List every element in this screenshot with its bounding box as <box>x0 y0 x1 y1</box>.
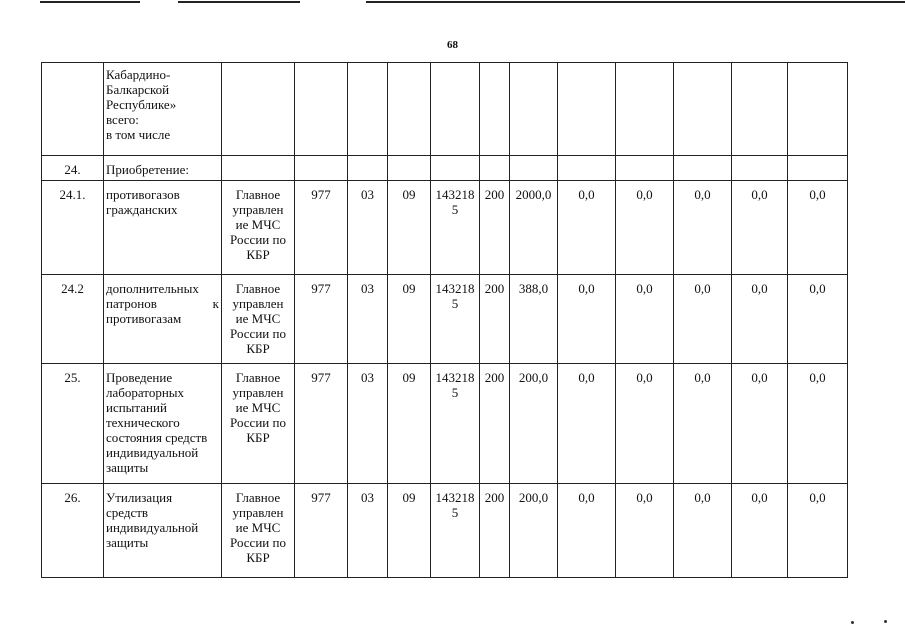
cell-num: 24.1. <box>42 181 104 275</box>
cell-pr: 09 <box>388 364 431 484</box>
scan-speck <box>851 621 854 624</box>
cell-v6: 0,0 <box>788 484 848 578</box>
cell-v3: 0,0 <box>616 181 674 275</box>
org-line: Главное управлен ие МЧС России по КБР <box>230 281 286 356</box>
cell-v4: 0,0 <box>674 484 732 578</box>
cell-grbs: 977 <box>295 484 348 578</box>
cell-v1: 200,0 <box>510 364 558 484</box>
cell-num: 24.2 <box>42 275 104 364</box>
cell-csr <box>431 364 480 484</box>
cell-vr <box>480 63 510 156</box>
cell-v5: 0,0 <box>732 364 788 484</box>
cell-csr <box>431 181 480 275</box>
cell-v1: 388,0 <box>510 275 558 364</box>
cell-name: Приобретение: <box>104 156 222 181</box>
cell-name <box>104 484 222 578</box>
table-row <box>42 63 848 156</box>
cell-num <box>42 63 104 156</box>
budget-table <box>41 62 848 578</box>
cell-vr: 200 <box>480 484 510 578</box>
cell-grbs <box>295 156 348 181</box>
cell-v3: 0,0 <box>616 275 674 364</box>
cell-v5: 0,0 <box>732 275 788 364</box>
cell-org <box>222 484 295 578</box>
cell-v5 <box>732 63 788 156</box>
cell-grbs: 977 <box>295 275 348 364</box>
cell-num: 25. <box>42 364 104 484</box>
cell-v4 <box>674 63 732 156</box>
cell-csr <box>431 63 480 156</box>
cell-v2: 0,0 <box>558 364 616 484</box>
cell-v1 <box>510 156 558 181</box>
cell-pr <box>388 63 431 156</box>
cell-v2 <box>558 156 616 181</box>
cell-org <box>222 275 295 364</box>
name-line: Проведение лабораторных испытаний технического состояния средств индивидуальной защиты <box>106 370 208 475</box>
scan-edge-line-mid <box>178 1 300 3</box>
cell-name <box>104 63 222 156</box>
cell-rz: 03 <box>348 484 388 578</box>
cell-grbs: 977 <box>295 364 348 484</box>
cell-pr <box>388 156 431 181</box>
cell-grbs: 977 <box>295 181 348 275</box>
cell-v4: 0,0 <box>674 275 732 364</box>
cell-pr: 09 <box>388 181 431 275</box>
cell-v3: 0,0 <box>616 484 674 578</box>
name-line: Утилизация средств индивидуальной защиты <box>106 490 199 550</box>
cell-vr: 200 <box>480 364 510 484</box>
cell-v1: 200,0 <box>510 484 558 578</box>
cell-rz <box>348 63 388 156</box>
table-row <box>42 156 848 181</box>
cell-v2: 0,0 <box>558 484 616 578</box>
cell-name <box>104 364 222 484</box>
page-number: 68 <box>447 39 458 51</box>
cell-v6 <box>788 156 848 181</box>
csr-line: 143218 5 <box>435 490 475 520</box>
table-row <box>42 181 848 275</box>
cell-name: дополнительных патронов к противогазам <box>104 275 222 364</box>
cell-v1 <box>510 63 558 156</box>
cell-org <box>222 364 295 484</box>
cell-org <box>222 156 295 181</box>
scan-speck <box>884 620 887 623</box>
cell-vr: 200 <box>480 181 510 275</box>
cell-grbs <box>295 63 348 156</box>
cell-v6: 0,0 <box>788 364 848 484</box>
cell-pr: 09 <box>388 484 431 578</box>
cell-v4 <box>674 156 732 181</box>
cell-org <box>222 63 295 156</box>
cell-v5: 0,0 <box>732 484 788 578</box>
org-line: Главное управлен ие МЧС России по КБР <box>230 370 286 445</box>
cell-v5 <box>732 156 788 181</box>
name-line: Кабардино- Балкарской Республике» всего: в том числе <box>106 67 177 142</box>
cell-vr: 200 <box>480 275 510 364</box>
cell-v4: 0,0 <box>674 364 732 484</box>
cell-csr <box>431 484 480 578</box>
name-line: противогазов гражданских <box>106 187 180 217</box>
cell-name <box>104 181 222 275</box>
cell-pr: 09 <box>388 275 431 364</box>
cell-v3: 0,0 <box>616 364 674 484</box>
cell-v1: 2000,0 <box>510 181 558 275</box>
table-row <box>42 275 848 364</box>
scan-edge-line-left <box>40 1 140 3</box>
cell-v6 <box>788 63 848 156</box>
cell-v2 <box>558 63 616 156</box>
cell-rz <box>348 156 388 181</box>
cell-v6: 0,0 <box>788 275 848 364</box>
cell-rz: 03 <box>348 181 388 275</box>
cell-org <box>222 181 295 275</box>
cell-v3 <box>616 63 674 156</box>
cell-vr <box>480 156 510 181</box>
org-line: Главное управлен ие МЧС России по КБР <box>230 187 286 262</box>
table-row <box>42 484 848 578</box>
cell-v4: 0,0 <box>674 181 732 275</box>
csr-line: 143218 5 <box>435 187 475 217</box>
csr-line: 143218 5 <box>435 370 475 400</box>
cell-v3 <box>616 156 674 181</box>
cell-v5: 0,0 <box>732 181 788 275</box>
cell-num: 24. <box>42 156 104 181</box>
org-line: Главное управлен ие МЧС России по КБР <box>230 490 286 565</box>
cell-rz: 03 <box>348 364 388 484</box>
cell-rz: 03 <box>348 275 388 364</box>
cell-v6: 0,0 <box>788 181 848 275</box>
cell-v2: 0,0 <box>558 181 616 275</box>
cell-v2: 0,0 <box>558 275 616 364</box>
cell-num: 26. <box>42 484 104 578</box>
cell-csr <box>431 275 480 364</box>
table-row <box>42 364 848 484</box>
csr-line: 143218 5 <box>435 281 475 311</box>
scan-edge-line-right <box>366 1 905 3</box>
cell-csr <box>431 156 480 181</box>
